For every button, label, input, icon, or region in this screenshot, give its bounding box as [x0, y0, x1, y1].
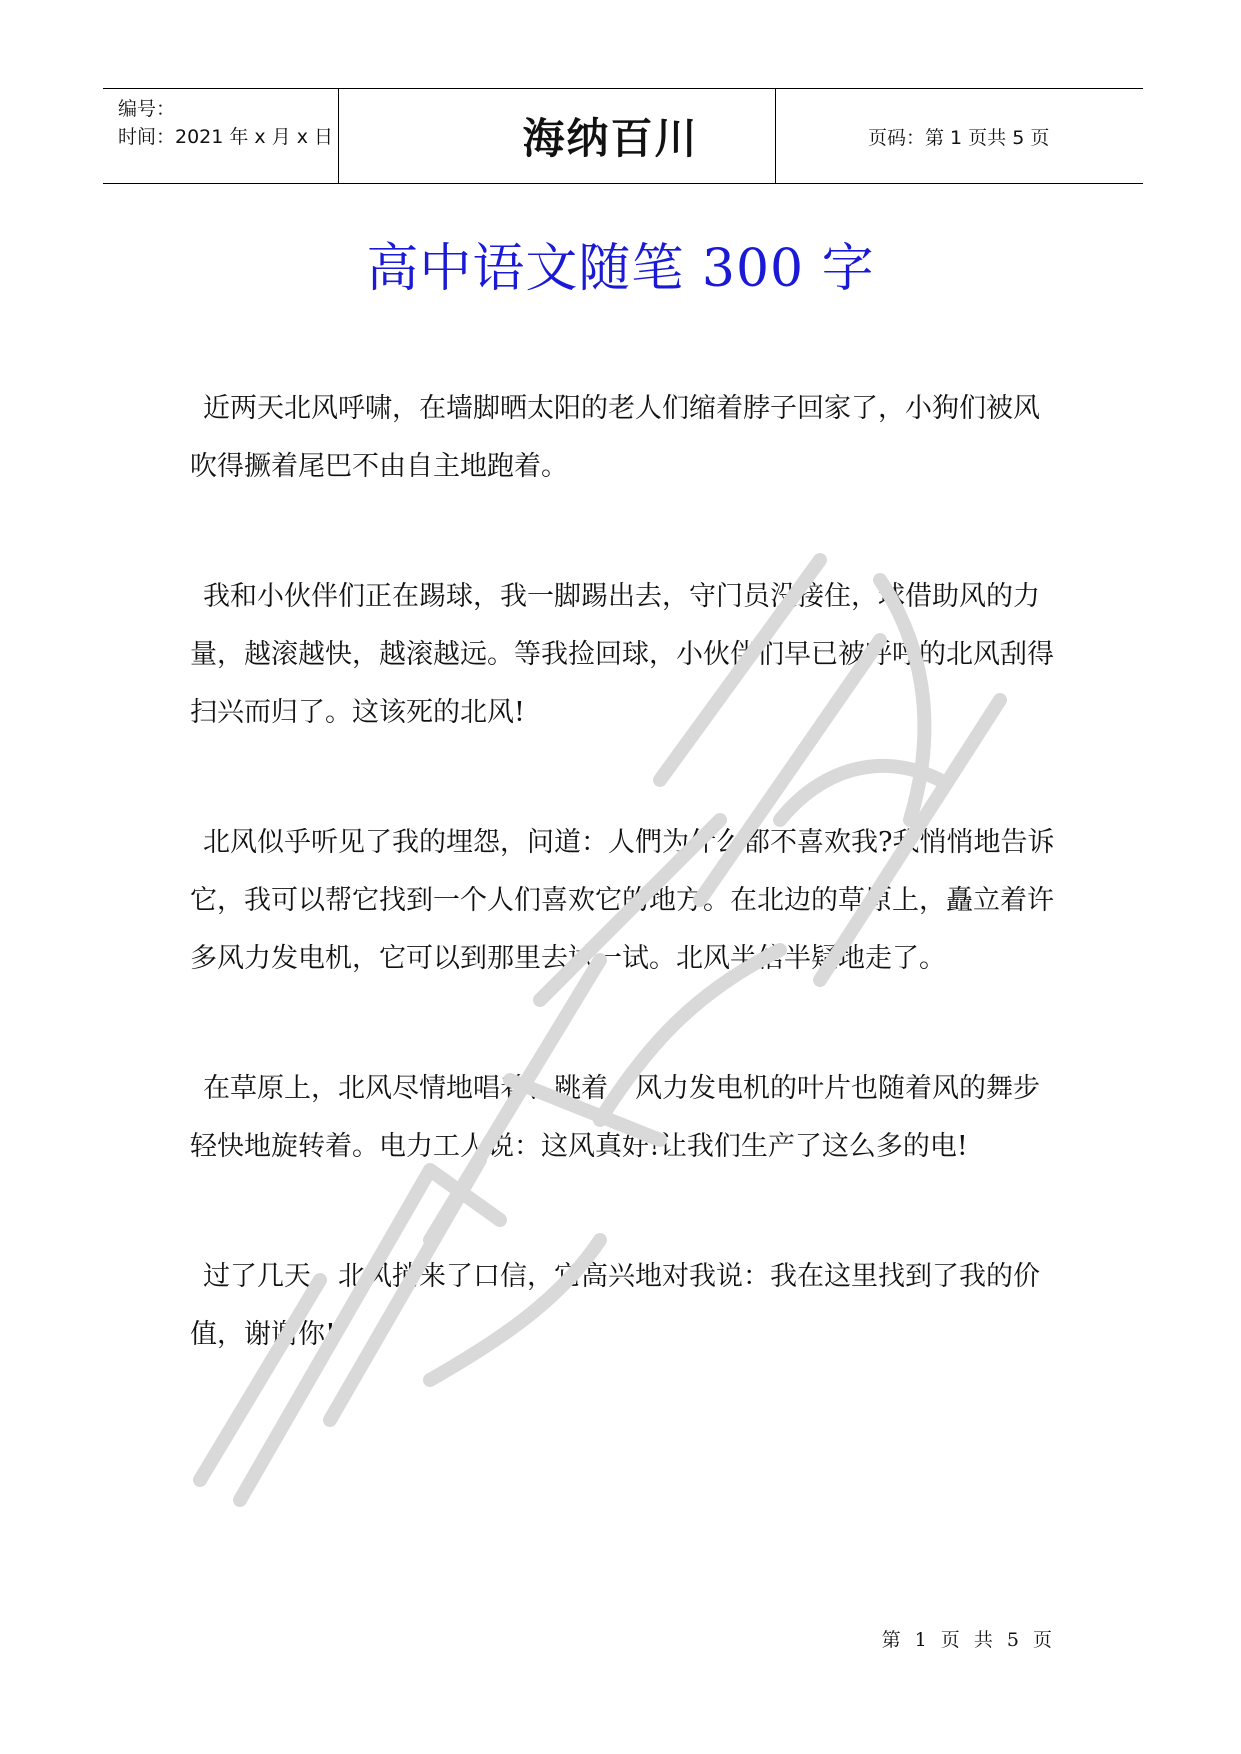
- header-page-label: 页码：第 1 页共 5 页: [868, 126, 1050, 149]
- paragraph: 北风似乎听见了我的埋怨，问道：人們为什么都不喜欢我?我悄悄地告诉它，我可以帮它找到一个人们喜欢它的地方。在北边的草原上，矗立着许多风力发电机，它可以到那里去试一试。北风半信半疑地走了。: [190, 827, 1055, 974]
- article-body: [190, 380, 1060, 1436]
- paragraph: 过了几天，北风捎来了口信，它高兴地对我说：我在这里找到了我的价值，谢谢你!: [190, 1261, 1040, 1350]
- paragraph: 在草原上，北风尽情地唱着、跳着，风力发电机的叶片也随着风的舞步轻快地旋转着。电力工人说：这风真好!让我们生产了这么多的电!: [190, 1073, 1040, 1162]
- document-title: 高中语文随笔 300 字: [366, 239, 875, 299]
- page-footer: 第 1 页 共 5 页: [881, 1629, 1056, 1651]
- serial-label: 编号：: [118, 98, 176, 120]
- document-header: [103, 88, 1143, 184]
- paragraph: 近两天北风呼啸，在墙脚晒太阳的老人们缩着脖子回家了，小狗们被风吹得撅着尾巴不由自主地跑着。: [190, 393, 1040, 482]
- header-brand: 海纳百川: [522, 114, 699, 163]
- header-divider-right: [775, 89, 776, 183]
- header-meta: [118, 95, 333, 151]
- paragraph: 我和小伙伴们正在踢球，我一脚踢出去，守门员没接住，球借助风的力量，越滚越快，越滚越远。等我捡回球，小伙伴们早已被呼呼的北风刮得扫兴而归了。这该死的北风!: [190, 581, 1054, 728]
- date-label: 时间：2021 年 x 月 x 日: [118, 126, 334, 148]
- header-divider-left: [338, 89, 339, 183]
